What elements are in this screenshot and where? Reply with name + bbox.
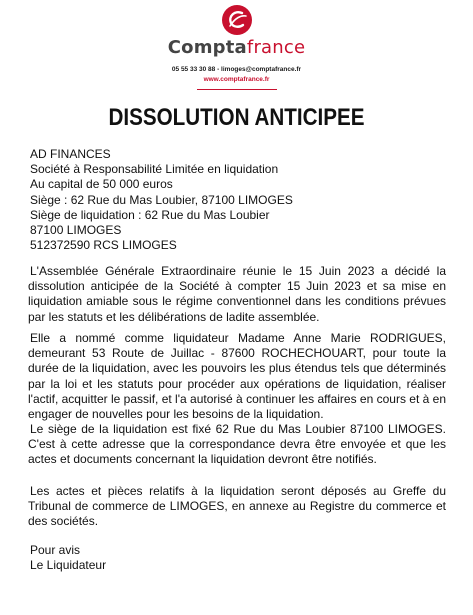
contact-phone-email: 05 55 33 30 88 - limoges@comptafrance.fr <box>171 66 302 73</box>
paragraph-dissolution: L'Assemblée Générale Extraordinaire réunie le 15 Juin 2023 a décidé la dissolution anticipée de la Société à compter 15 Juin 2023 et sa mise en liquidation amiable sous le régime conventionnel dans les conditions prévues par les statuts et les délibérations de ladite assemblée. <box>28 264 446 324</box>
brand-main: Compta <box>167 37 247 58</box>
closing-line-2: Le Liquidateur <box>30 558 107 573</box>
company-capital: Au capital de 50 000 euros <box>30 177 173 192</box>
signature-block <box>30 543 106 573</box>
company-name: AD FINANCES <box>30 147 111 161</box>
page-title: DISSOLUTION ANTICIPEE <box>108 104 365 131</box>
header-divider <box>197 89 277 90</box>
brand-accent: france <box>246 37 306 58</box>
company-info <box>30 147 293 253</box>
company-city: 87100 LIMOGES <box>30 223 122 238</box>
company-seat: Siège : 62 Rue du Mas Loubier, 87100 LIMOGES <box>30 192 293 207</box>
closing-line-1: Pour avis <box>30 543 81 557</box>
letterhead <box>0 0 473 96</box>
paragraph-filing: Les actes et pièces relatifs à la liquidation seront déposés au Greffe du Tribunal de commerce de LIMOGES, en annexe au Registre du commerce et des sociétés. <box>28 484 446 529</box>
paragraph-liquidation-seat: Le siège de la liquidation est fixé 62 Rue du Mas Loubier 87100 LIMOGES. C'est à cette adresse que la correspondance devra être envoyée et que les actes et documents concernant la liquidation devront être notifiés. <box>28 422 446 467</box>
company-rcs: 512372590 RCS LIMOGES <box>30 238 177 253</box>
contact-website: www.comptafrance.fr <box>203 76 270 83</box>
company-form: Société à Responsabilité Limitée en liquidation <box>30 162 279 177</box>
company-liquidation-seat: Siège de liquidation : 62 Rue du Mas Loubier <box>30 207 270 222</box>
comptafrance-logo-icon <box>221 4 253 36</box>
paragraph-liquidator: Elle a nommé comme liquidateur Madame Anne Marie RODRIGUES, demeurant 53 Route de Juillac - 87600 ROCHECHOUART, pour toute la durée de la liquidation, avec les pouvoirs les plus étendus tels que déterminés par la loi et les statuts pour procéder aux opérations de liquidation, réaliser l'actif, acquitter le passif, et l'a autorisé à continuer les affaires en cours et à en engager de nouvelles pour les besoins de la liquidation. <box>28 331 446 422</box>
brand-name <box>0 38 473 58</box>
